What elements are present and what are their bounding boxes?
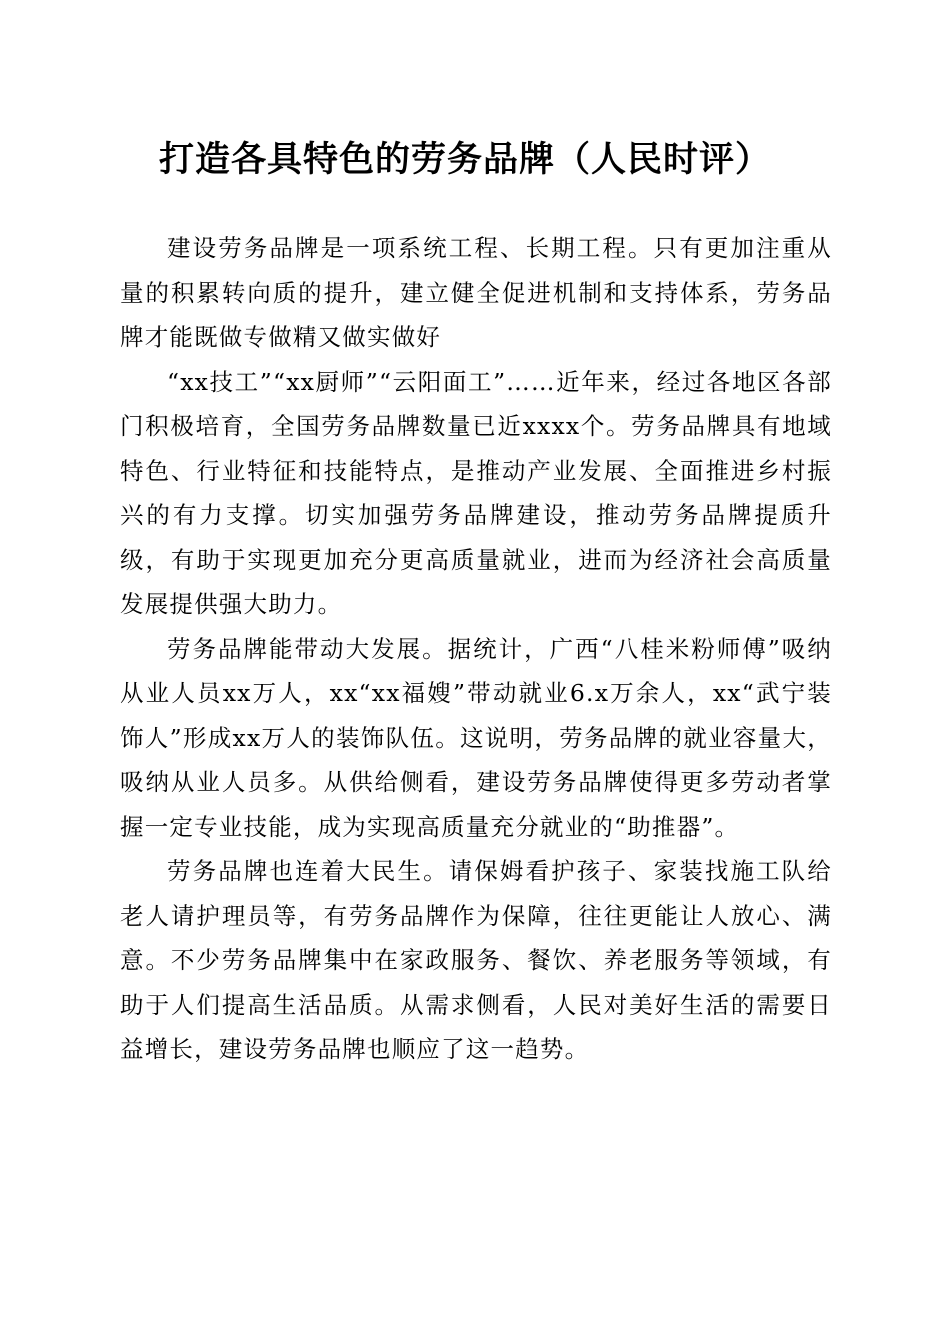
paragraph-3: 劳务品牌能带动大发展。据统计，广西“八桂米粉师傅”吸纳从业人员xx万人，xx“xx福嫂”带动就业6.x万余人，xx“武宁装饰人”形成xx万人的装饰队伍。这说明，劳务品牌的就业容量大，吸纳从业人员多。从供给侧看，建设劳务品牌使得更多劳动者掌握一定专业技能，成为实现高质量充分就业的“助推器”。 [120,634,832,841]
document-body [120,226,832,1072]
paragraph-2: “xx技工”“xx厨师”“云阳面工”……近年来，经过各地区各部门积极培育，全国劳务品牌数量已近xxxx个。劳务品牌具有地域特色、行业特征和技能特点，是推动产业发展、全面推进乡村振兴的有力支撑。切实加强劳务品牌建设，推动劳务品牌提质升级，有助于实现更加充分更高质量就业，进而为经济社会高质量发展提供强大助力。 [120,367,832,618]
paragraph-1: 建设劳务品牌是一项系统工程、长期工程。只有更加注重从量的积累转向质的提升，建立健全促进机制和支持体系，劳务品牌才能既做专做精又做实做好 [120,234,832,351]
document-title: 打造各具特色的劳务品牌（人民时评） [158,139,771,180]
paragraph-4: 劳务品牌也连着大民生。请保姆看护孩子、家装找施工队给老人请护理员等，有劳务品牌作为保障，往往更能让人放心、满意。不少劳务品牌集中在家政服务、餐饮、养老服务等领域，有助于人们提高生活品质。从需求侧看，人民对美好生活的需要日益增长，建设劳务品牌也顺应了这一趋势。 [120,857,832,1063]
